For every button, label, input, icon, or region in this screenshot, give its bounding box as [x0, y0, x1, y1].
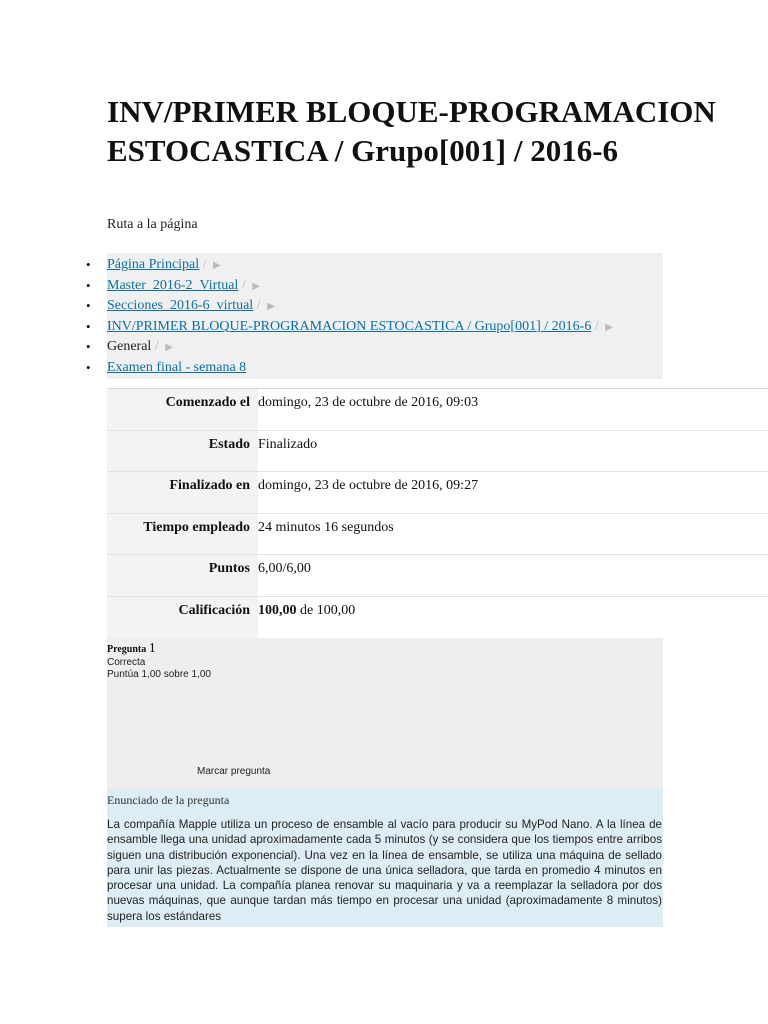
question-state: Correcta: [107, 657, 146, 668]
breadcrumb-item-general: [107, 337, 663, 358]
grade-max: de 100,00: [296, 602, 356, 618]
question-info: [107, 638, 663, 789]
breadcrumb-item-home: [107, 255, 663, 276]
summary-row-finished: [107, 472, 768, 514]
breadcrumb: [107, 253, 663, 379]
breadcrumb-link-exam[interactable]: Examen final - semana 8: [107, 359, 247, 375]
breadcrumb-link-sections[interactable]: Secciones_2016-6_virtual: [107, 298, 254, 313]
summary-row-points: [107, 555, 768, 597]
summary-value: [258, 596, 768, 638]
arrow-right-icon: ▶: [605, 321, 613, 333]
flag-question-button[interactable]: Marcar pregunta: [197, 766, 271, 777]
summary-value: domingo, 23 de octubre de 2016, 09:27: [258, 472, 768, 514]
summary-label: Comenzado el: [107, 389, 258, 431]
page-title: INV/PRIMER BLOQUE-PROGRAMACION ESTOCASTICA / Grupo[001] / 2016-6: [107, 94, 716, 168]
breadcrumb-item-course: [107, 317, 663, 338]
breadcrumb-link-course[interactable]: INV/PRIMER BLOQUE-PROGRAMACION ESTOCASTICA / Grupo[001] / 2016-6: [107, 318, 592, 334]
arrow-right-icon: ▶: [213, 260, 221, 271]
summary-value: 6,00/6,00: [258, 555, 768, 597]
arrow-right-icon: ▶: [252, 280, 260, 292]
summary-row-grade: [107, 596, 768, 638]
breadcrumb-item-sections: [107, 296, 663, 317]
question-points: Puntúa 1,00 sobre 1,00: [107, 669, 211, 680]
breadcrumb-item-exam: [107, 358, 663, 378]
summary-label: Puntos: [107, 555, 258, 597]
summary-value: domingo, 23 de octubre de 2016, 09:03: [258, 389, 768, 431]
summary-row-time: [107, 513, 768, 555]
summary-row-started: [107, 389, 768, 431]
breadcrumb-separator: /: [256, 298, 261, 313]
question-number-value: 1: [148, 641, 156, 656]
summary-label: Estado: [107, 430, 258, 472]
attempt-summary-table: [107, 388, 768, 638]
question-number: [107, 641, 156, 657]
summary-label: Calificación: [107, 596, 258, 638]
summary-label: Finalizado en: [107, 472, 258, 514]
breadcrumb-separator: /: [202, 257, 207, 272]
summary-value: Finalizado: [258, 430, 768, 472]
question-prefix: Pregunta: [107, 644, 149, 655]
grade-value: 100,00: [258, 602, 297, 618]
route-label: Ruta a la página: [107, 217, 198, 232]
breadcrumb-item-master: [107, 276, 663, 297]
breadcrumb-separator: /: [594, 318, 599, 334]
breadcrumb-link-master[interactable]: Master_2016-2_Virtual: [107, 277, 239, 293]
breadcrumb-text-general: General: [107, 339, 152, 354]
summary-row-state: [107, 430, 768, 472]
summary-label: Tiempo empleado: [107, 513, 258, 555]
breadcrumb-link-home[interactable]: Página Principal: [107, 257, 200, 272]
question-header: Enunciado de la pregunta: [107, 793, 230, 807]
summary-value: 24 minutos 16 segundos: [258, 513, 768, 555]
arrow-right-icon: ▶: [165, 342, 173, 353]
breadcrumb-separator: /: [241, 277, 246, 293]
question-content: [107, 789, 663, 927]
question-text: La compañía Mapple utiliza un proceso de ensamble al vacío para producir su MyPod Nano. A la línea de ensamble llega una unidad aproximadamente cada 5 minutos (y se considera que los tiempos entre arribos siguen una distribución exponencial). Una vez en la línea de ensamble, se utiliza una máquina de sellado para unir las piezas. Actualmente se dispone de una única selladora, que tarda en promedio 4 minutos en procesar una unidad. La compañía planea renovar su maquinaria y va a reemplazar la selladora por dos nuevas máquinas, que aunque tardan más tiempo en procesar una unidad (aproximadamente 8 minutos) supera los estándares: [107, 818, 662, 923]
breadcrumb-separator: /: [154, 339, 159, 354]
arrow-right-icon: ▶: [267, 301, 275, 312]
